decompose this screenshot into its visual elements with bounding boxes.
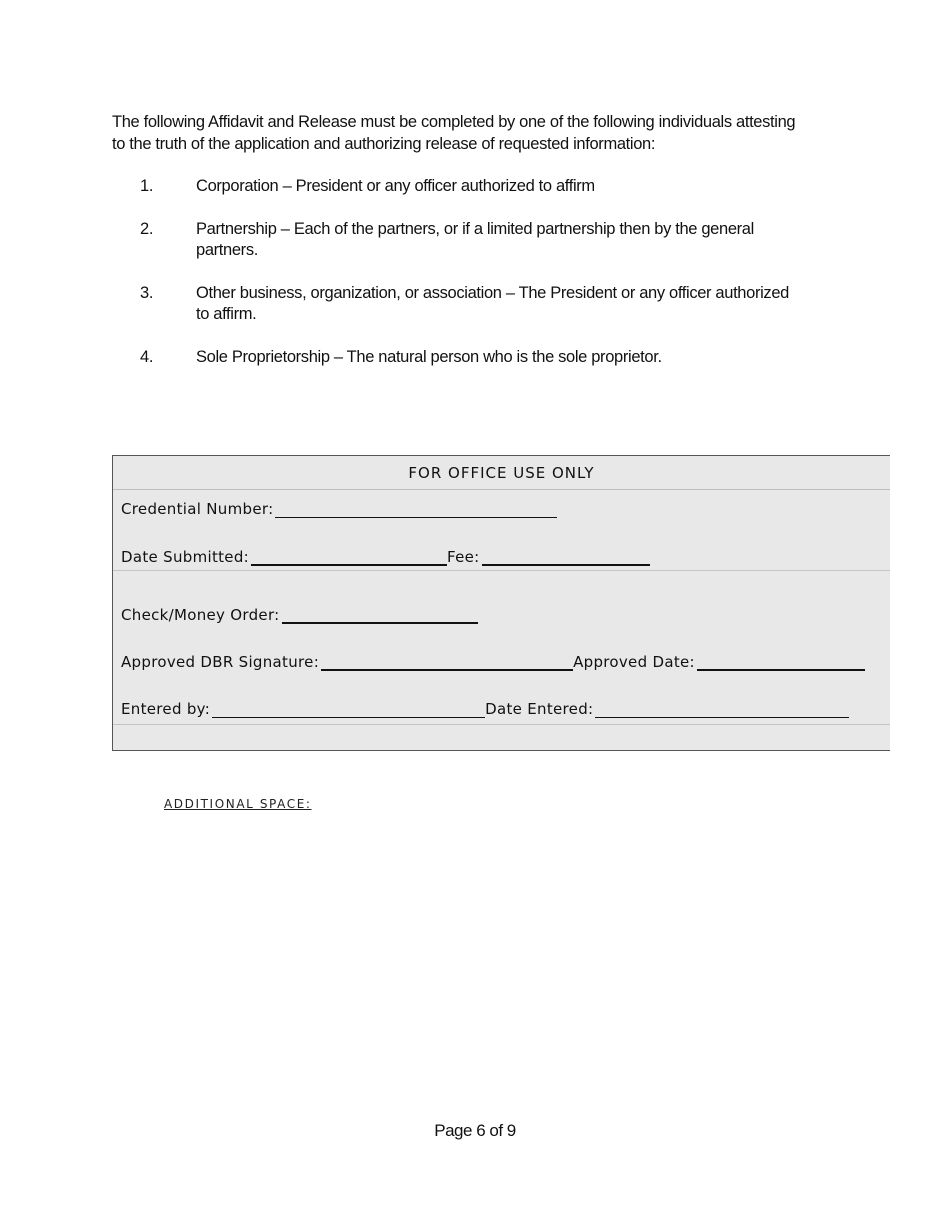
office-use-box: [112, 455, 890, 751]
entry-row: [121, 700, 849, 718]
additional-space-heading: ADDITIONAL SPACE:: [164, 797, 312, 811]
list-item-number: 2.: [140, 220, 154, 238]
approved-date-field[interactable]: [697, 653, 865, 671]
date-submitted-row: [121, 548, 650, 566]
date-submitted-label: Date Submitted:: [121, 548, 250, 566]
list-item-text: Partnership – Each of the partners, or if a limited partnership then by the general partners.: [196, 220, 754, 259]
list-item: [140, 347, 820, 368]
approved-dbr-signature-label: Approved DBR Signature:: [121, 653, 320, 671]
signer-list: [140, 176, 820, 390]
credential-number-row: [121, 500, 557, 518]
section-divider: [113, 570, 890, 571]
entered-by-field[interactable]: [212, 701, 485, 718]
fee-field[interactable]: [482, 548, 650, 566]
credential-number-label: Credential Number:: [121, 500, 274, 518]
approval-row: [121, 653, 865, 671]
list-item-number: 3.: [140, 284, 154, 302]
date-entered-field[interactable]: [595, 701, 849, 718]
list-item: [140, 176, 820, 197]
entered-by-label: Entered by:: [121, 700, 211, 718]
credential-number-field[interactable]: [275, 501, 557, 518]
section-divider: [113, 724, 890, 725]
list-item: [140, 219, 820, 261]
list-item-text: Other business, organization, or association – The President or any officer authorized to affirm.: [196, 284, 789, 323]
check-money-order-row: [121, 606, 478, 624]
page-number: Page 6 of 9: [434, 1121, 516, 1140]
list-item-number: 4.: [140, 348, 154, 366]
check-money-order-field[interactable]: [282, 606, 478, 624]
date-entered-label: Date Entered:: [485, 700, 594, 718]
fee-label: Fee:: [447, 548, 480, 566]
intro-paragraph: The following Affidavit and Release must be completed by one of the following individuals attesting to the truth of the application and authorizing release of requested information:: [112, 113, 796, 153]
approved-dbr-signature-field[interactable]: [321, 653, 573, 671]
office-use-title: FOR OFFICE USE ONLY: [113, 456, 890, 490]
approved-date-label: Approved Date:: [573, 653, 695, 671]
list-item-text: Corporation – President or any officer authorized to affirm: [196, 177, 595, 195]
check-money-order-label: Check/Money Order:: [121, 606, 280, 624]
list-item-number: 1.: [140, 177, 154, 195]
date-submitted-field[interactable]: [251, 548, 447, 566]
list-item: [140, 283, 820, 325]
list-item-text: Sole Proprietorship – The natural person who is the sole proprietor.: [196, 348, 662, 366]
